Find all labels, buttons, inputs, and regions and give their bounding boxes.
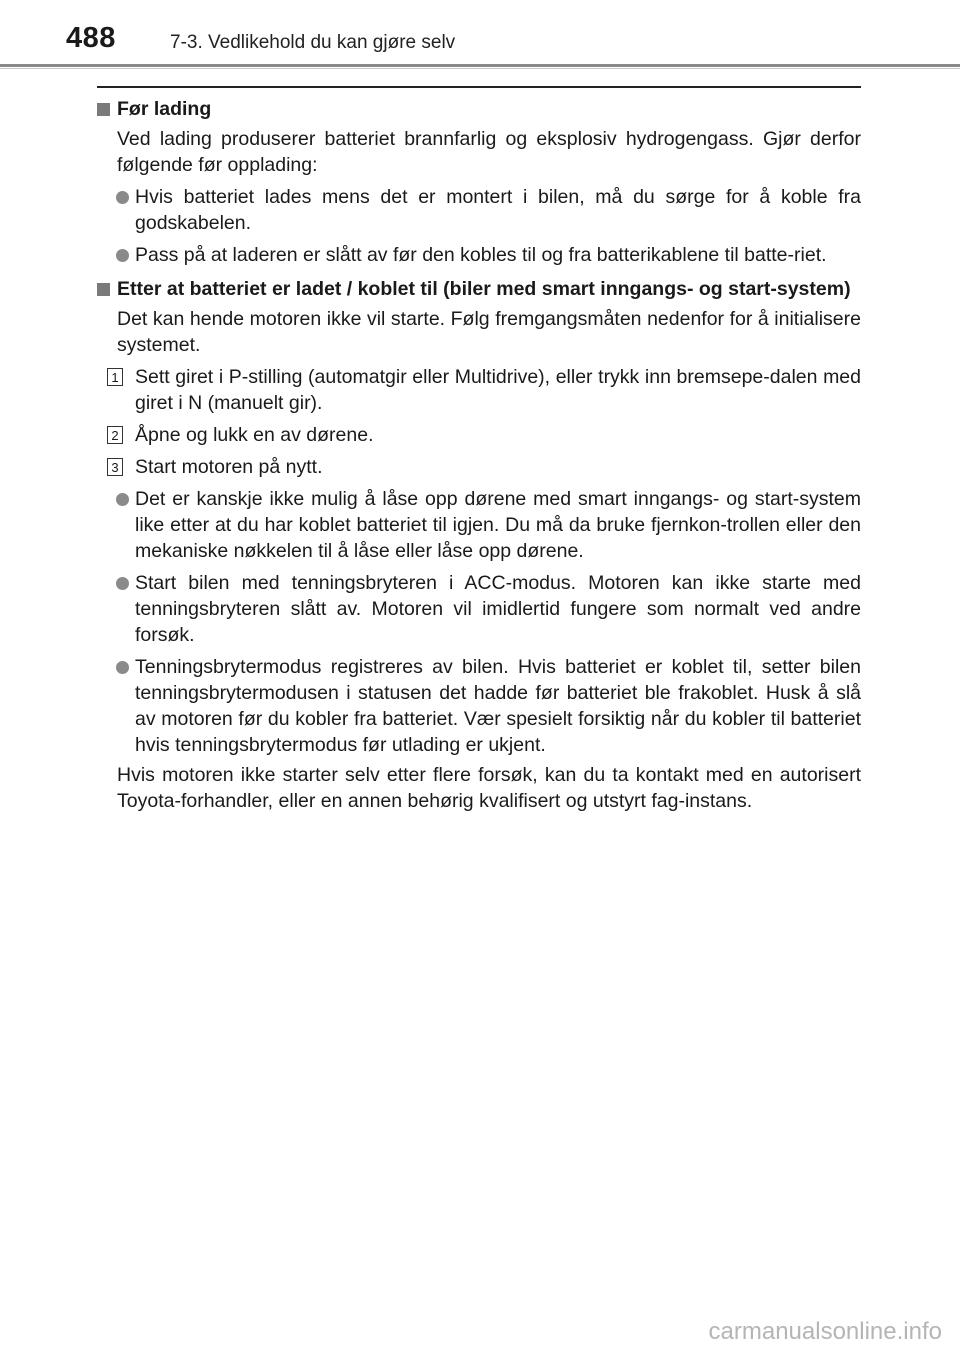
page-content [97, 94, 861, 814]
bullet-item [97, 184, 861, 236]
bullet-text: Hvis batteriet lades mens det er montert i bilen, må du sørge for å koble fra godskabelen. [135, 186, 861, 234]
step-number-box: 1 [107, 368, 123, 386]
square-bullet-icon [97, 103, 110, 116]
bullet-text: Start bilen med tenningsbryteren i ACC-modus. Motoren kan ikke starte med tenningsbryteren slått av. Motoren vil imidlertid fungere som normalt ved andre forsøk. [135, 572, 861, 646]
header-rule-light [0, 68, 960, 69]
bullet-text: Tenningsbrytermodus registreres av bilen. Hvis batteriet er koblet til, setter bilen tenningsbrytermodusen i statusen det hadde før batteriet ble frakoblet. Husk å slå av motoren før du kobler fra batteriet. Vær spesielt forsiktig når du kobler til batteriet hvis tenningsbrytermodus før utlading er ukjent. [135, 656, 861, 756]
circle-bullet-icon [116, 493, 129, 506]
bullet-text: Det er kanskje ikke mulig å låse opp dørene med smart inngangs- og start-system like etter at du har koblet batteriet til igjen. Du må da bruke fjernkon-trollen eller den mekaniske nøkkelen til å låse eller låse opp dørene. [135, 488, 861, 562]
section-heading-text: Etter at batteriet er ladet / koblet til (biler med smart inngangs- og start-system) [117, 278, 851, 300]
page-number: 488 [66, 22, 116, 54]
step-number-box: 2 [107, 426, 123, 444]
content-top-rule [97, 86, 861, 88]
circle-bullet-icon [116, 191, 129, 204]
step-text: Sett giret i P-stilling (automatgir eller Multidrive), eller trykk inn bremsepe-dalen med giret i N (manuelt gir). [135, 366, 861, 414]
closing-paragraph: Hvis motoren ikke starter selv etter flere forsøk, kan du ta kontakt med en autorisert Toyota-forhandler, eller en annen behørig kvalifisert og utstyrt fag-instans. [117, 764, 861, 812]
circle-bullet-icon [116, 661, 129, 674]
step-item [97, 364, 861, 416]
step-item [97, 454, 861, 480]
bullet-item [97, 654, 861, 758]
bullet-text: Pass på at laderen er slått av før den kobles til og fra batterikablene til batte-riet. [135, 244, 827, 266]
bullet-item [97, 242, 861, 268]
bullet-item [97, 486, 861, 564]
section-heading [97, 96, 861, 122]
watermark: carmanualsonline.info [708, 1318, 942, 1345]
bullet-item [97, 570, 861, 648]
header-rule [0, 64, 960, 67]
section-intro: Det kan hende motoren ikke vil starte. Følg fremgangsmåten nedenfor for å initialisere systemet. [117, 308, 861, 356]
chapter-title: 7-3. Vedlikehold du kan gjøre selv [170, 32, 456, 53]
section-heading [97, 276, 861, 302]
step-number-box: 3 [107, 458, 123, 476]
step-text: Åpne og lukk en av dørene. [135, 424, 374, 446]
circle-bullet-icon [116, 249, 129, 262]
section-intro: Ved lading produserer batteriet brannfarlig og eksplosiv hydrogengass. Gjør derfor følgende før opplading: [117, 128, 861, 176]
square-bullet-icon [97, 283, 110, 296]
section-heading-text: Før lading [117, 98, 212, 120]
step-text: Start motoren på nytt. [135, 456, 323, 478]
page-header [0, 0, 960, 70]
step-item [97, 422, 861, 448]
circle-bullet-icon [116, 577, 129, 590]
